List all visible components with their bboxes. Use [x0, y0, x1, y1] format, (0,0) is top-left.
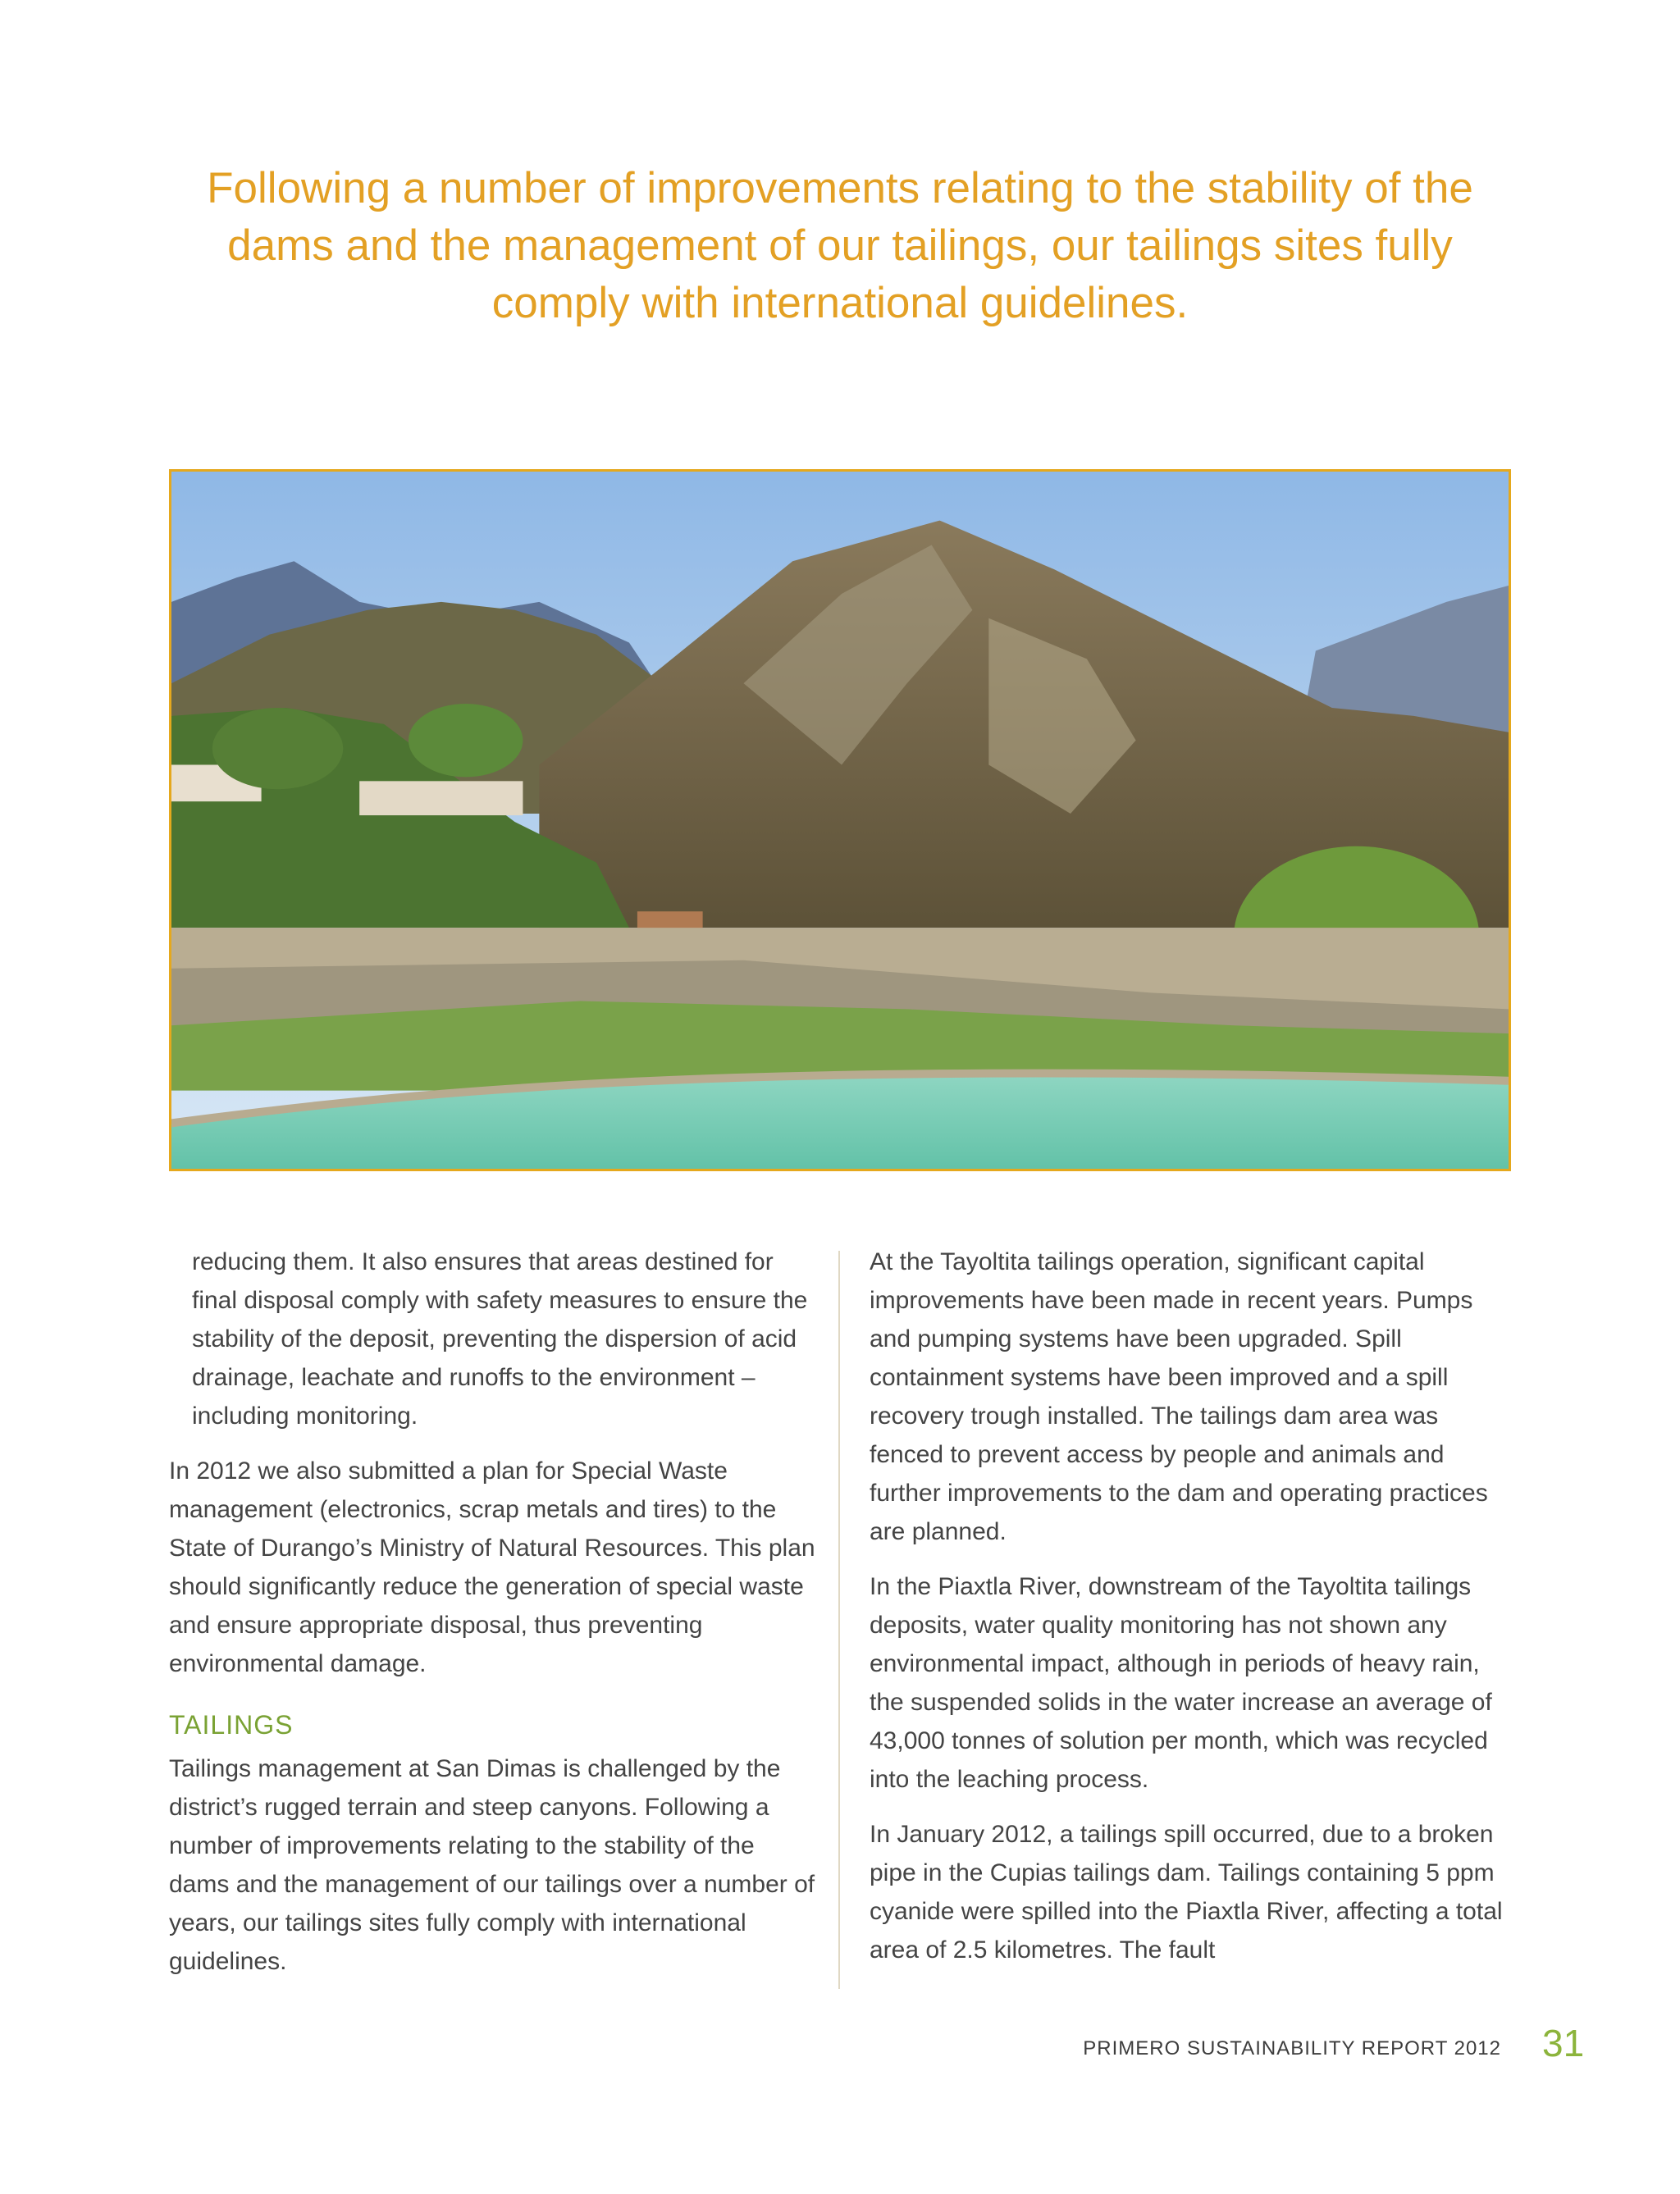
- pull-quote: Following a number of improvements relating to the stability of the dams and the management of our tailings, our tailings sites fully comply with international guidelines.: [207, 164, 1473, 327]
- section-heading-tailings: TAILINGS: [169, 1710, 294, 1740]
- landscape-illustration: [171, 472, 1509, 1169]
- right-text-column: [870, 1243, 1518, 1986]
- left-text-column: [169, 1243, 817, 1997]
- spill-paragraph: In January 2012, a tailings spill occurred, due to a broken pipe in the Cupias tailings dam. Tailings containing 5 ppm cyanide were spilled into the Piaxtla River, affecting a total area of 2.5 kilometres. The fault: [870, 1821, 1503, 1964]
- mountain-tailings-photo: [169, 469, 1511, 1171]
- footer-report-title: PRIMERO SUSTAINABILITY REPORT 2012: [1083, 2037, 1501, 2059]
- tailings-paragraph: Tailings management at San Dimas is challenged by the district’s rugged terrain and steep canyons. Following a number of improvements relating to the stability of the dams and the management of our tailings over a number of years, our tailings sites fully comply with international guidelines.: [169, 1755, 815, 1975]
- special-waste-paragraph: In 2012 we also submitted a plan for Special Waste management (electronics, scrap metals and tires) to the State of Durango’s Ministry of Natural Resources. This plan should significantly reduce the generation of special waste and ensure appropriate disposal, thus preventing environmental damage.: [169, 1457, 815, 1677]
- column-divider: [838, 1251, 840, 1989]
- tayoltita-paragraph: At the Tayoltita tailings operation, significant capital improvements have been made in recent years. Pumps and pumping systems have been upgraded. Spill containment systems have been improved and a spill recovery trough installed. The tailings dam area was fenced to prevent access by people and animals and further improvements to the dam and operating practices are planned.: [870, 1248, 1488, 1545]
- piaxtla-paragraph: In the Piaxtla River, downstream of the Tayoltita tailings deposits, water quality monitoring has not shown any environmental impact, although in periods of heavy rain, the suspended solids in the water increase an average of 43,000 tonnes of solution per month, which was recycled into the leaching process.: [870, 1573, 1492, 1793]
- continued-paragraph: reducing them. It also ensures that areas destined for final disposal comply with safety measures to ensure the stability of the deposit, preventing the dispersion of acid drainage, leachate and runoffs to the environment – including monitoring.: [192, 1248, 808, 1430]
- page-number: 31: [1542, 2022, 1585, 2064]
